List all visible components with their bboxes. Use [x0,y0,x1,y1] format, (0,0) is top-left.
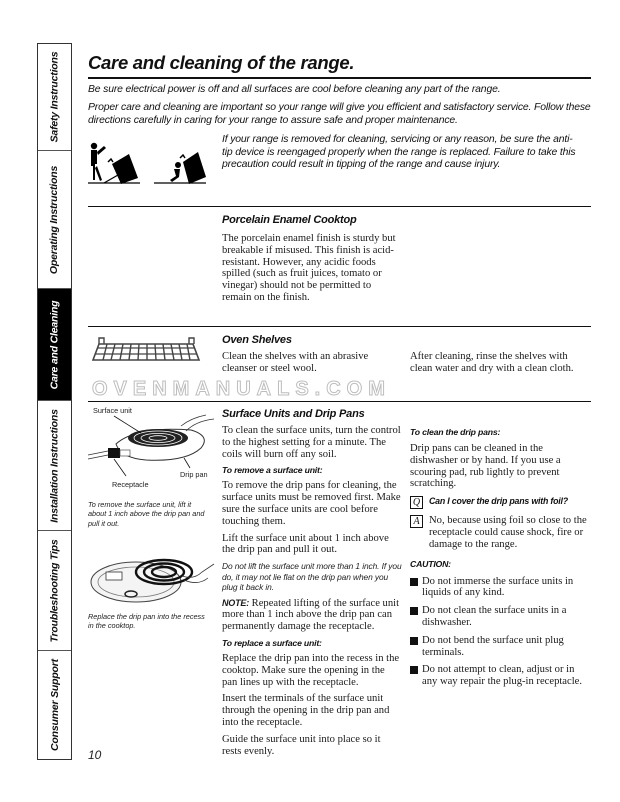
caution-item [410,576,590,600]
section-divider [88,326,591,327]
bullet-square-icon [410,666,418,674]
note-paragraph [222,598,402,633]
caution-heading: CAUTION: [410,558,451,569]
bullet-square-icon [410,607,418,615]
porcelain-text: The porcelain enamel finish is sturdy but breakable if misused. This finish is acid-resistant. However, any acidic foods spilled (such as fruit juices, tomato or vinegar) should not be permitted to remain on the finish. [222,233,396,303]
tab-label: Operating Instructions [48,165,61,274]
caution-item [410,664,590,688]
tab-operating-instructions[interactable] [38,151,71,289]
tab-label: Safety Instructions [48,51,61,143]
oven-shelf-icon [89,334,204,362]
clean-drip-pans-text: Drip pans can be cleaned in the dishwasher or by hand. If you use a scouring pad, rub lightly to prevent scratching. [410,443,561,490]
bullet-square-icon [410,578,418,586]
page-number: 10 [88,748,102,762]
tab-label: Consumer Support [48,659,61,751]
tab-label: Installation Instructions [48,408,61,523]
surface-units-intro: To clean the surface units, turn the control to the highest setting for a minute. The coils will burn off any soil. [222,425,401,460]
watermark: OVENMANUALS.COM [92,378,391,400]
note-text: Repeated lifting of the surface unit more than 1 inch above the drip pan can permanently damage the receptacle. [222,597,400,633]
caution-text: Do not bend the surface unit plug terminals. [422,634,564,658]
drip-pan-label: Drip pan [180,470,208,479]
figure1-caption: To remove the surface unit, lift it about 1 inch above the drip pan and pull it out. [88,500,205,528]
intro-power-warning: Be sure electrical power is off and all surfaces are cool before cleaning any part of the range. [88,84,501,95]
title-rule [88,77,591,79]
remove-warning-note: Do not lift the surface unit more than 1 inch. If you do, it may not lie flat on the drip pan when you plug it back in. [222,561,402,593]
surface-units-heading: Surface Units and Drip Pans [222,408,365,420]
surface-unit-label: Surface unit [93,406,132,415]
replace-step-2: Insert the terminals of the surface unit through the opening in the drip pan and into the receptacle. [222,693,390,729]
tab-label: Care and Cleaning [48,300,61,389]
caution-text: Do not attempt to clean, adjust or in any way repair the plug-in receptacle. [422,664,583,688]
faq-question [410,496,590,509]
tab-troubleshooting-tips[interactable] [38,531,71,651]
question-icon: Q [410,496,423,509]
caution-item [410,635,590,659]
faq-answer [410,515,590,550]
section-divider [88,206,591,207]
surface-unit-removal-illustration [86,414,216,478]
bullet-square-icon [410,637,418,645]
answer-icon: A [410,515,423,528]
page-title: Care and cleaning of the range. [88,52,355,73]
intro-care-text: Proper care and cleaning are important so your range will give you efficient and satisfactory service. Follow these directions carefully in caring for your range to assure safe and proper maintenance. [88,102,591,126]
tab-safety-instructions[interactable] [38,44,71,151]
note-label: NOTE: [222,597,249,608]
clean-drip-pans-heading: To clean the drip pans: [410,427,501,437]
caution-text: Do not immerse the surface units in liquids of any kind. [422,575,574,599]
replace-step-3: Guide the surface unit into place so it rests evenly. [222,733,381,757]
anti-tip-warning-text: If your range is removed for cleaning, servicing or any reason, be sure the anti-tip device is reengaged properly when the range is replaced. Failure to take this precaution could result in tipping of the range and cause injury. [222,134,576,170]
oven-shelves-text-1: Clean the shelves with an abrasive cleanser or steel wool. [222,351,369,374]
answer-text: No, because using foil so close to the receptacle could cause shock, fire or damage to the range. [429,515,587,550]
oven-shelves-heading: Oven Shelves [222,334,292,346]
remove-step-1: To remove the drip pans for cleaning, the surface units must be removed first. Make sure the surface units are cool before touching them. [222,480,401,527]
caution-text: Do not clean the surface units in a dishwasher. [422,605,567,628]
caution-item [410,605,590,629]
tab-consumer-support[interactable] [38,651,71,759]
section-divider [88,401,591,402]
drip-pan-replace-illustration [86,550,216,608]
receptacle-label: Receptacle [112,480,149,489]
oven-shelves-text-2: After cleaning, rinse the shelves with clean water and dry with a clean cloth. [410,351,574,374]
surface-units-column-1 [222,425,402,757]
question-text: Can I cover the drip pans with foil? [429,496,568,507]
figure2-caption: Replace the drip pan into the recess in the cooktop. [88,612,205,631]
anti-tip-warning-icon [88,140,208,186]
tab-label: Troubleshooting Tips [48,539,61,642]
remove-step-2: Lift the surface unit about 1 inch above the drip pan and pull it out. [222,532,389,556]
remove-surface-unit-heading: To remove a surface unit: [222,465,323,476]
tab-care-and-cleaning[interactable] [38,289,71,401]
tab-installation-instructions[interactable] [38,401,71,531]
replace-step-1: Replace the drip pan into the recess in the cooktop. Make sure the opening in the pan lines up with the receptacle. [222,653,400,688]
replace-surface-unit-heading: To replace a surface unit: [222,638,322,649]
porcelain-heading: Porcelain Enamel Cooktop [222,214,357,226]
surface-units-column-2 [410,427,590,688]
section-tabs [37,43,72,760]
